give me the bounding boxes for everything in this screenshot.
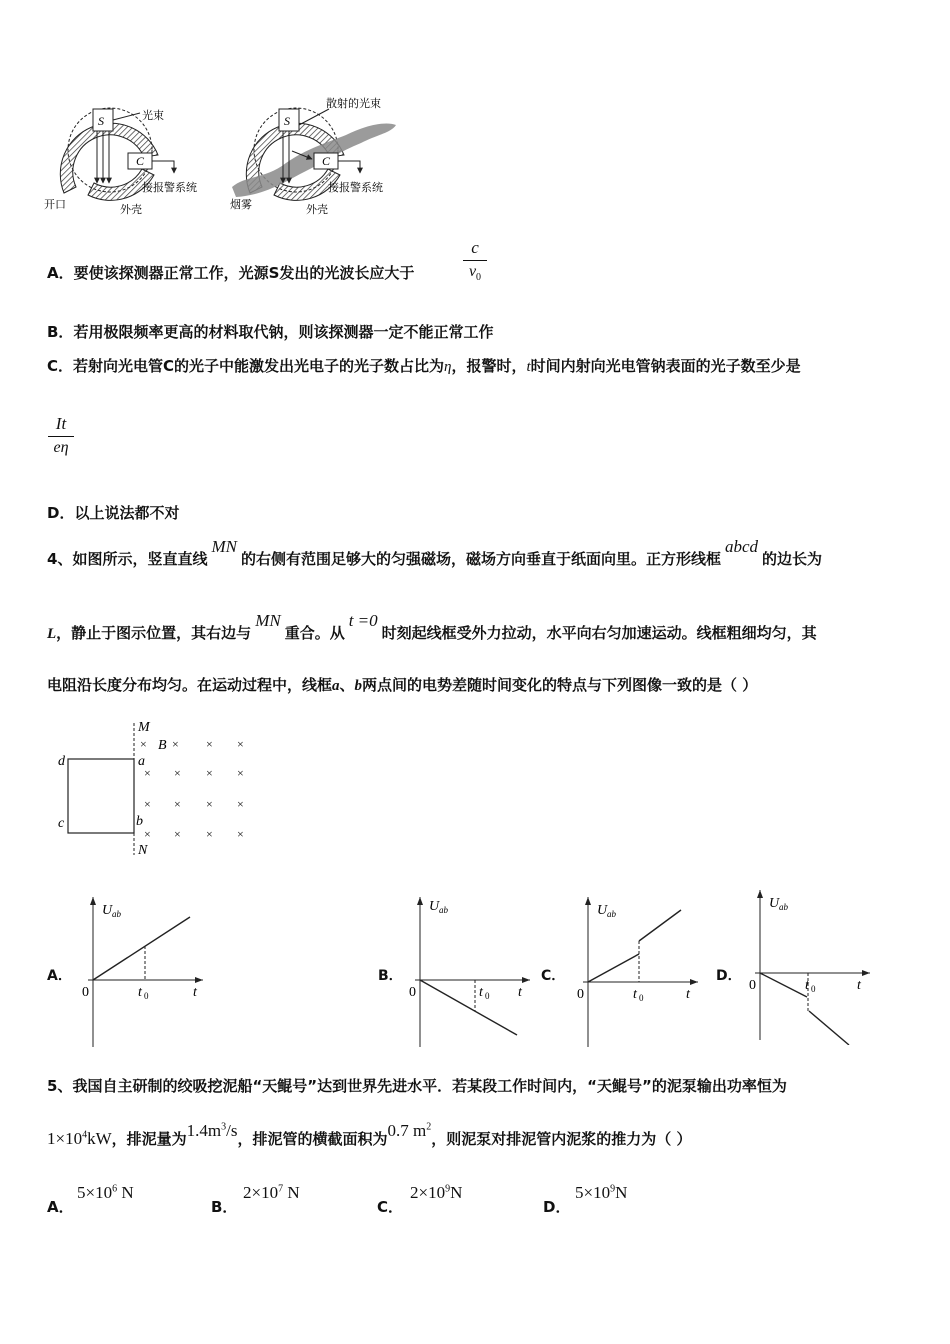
- q4-text-1b: 的右侧有范围足够大的匀强磁场，磁场方向垂直于纸面向里。正方形线框: [240, 550, 721, 568]
- q3-option-a: [47, 262, 414, 283]
- q5-area: 0.7 $m^2$: [387, 1121, 432, 1140]
- svg-text:U: U: [597, 903, 608, 918]
- q4-text-1a: 如图所示，竖直直线: [72, 550, 208, 568]
- right-beam-label: 散射的光束: [326, 98, 381, 110]
- q5-power: $1\times 10^4kW$: [47, 1129, 112, 1148]
- q5-option-a: A．: [47, 1198, 74, 1216]
- graph-c: [573, 892, 713, 1052]
- svg-text:t: t: [138, 985, 142, 1000]
- fraction-denominator: eη: [53, 439, 69, 456]
- graph-c-label: C．: [541, 968, 566, 984]
- q4-b: b: [354, 678, 363, 694]
- field-cross: ×: [172, 737, 179, 751]
- graph-d-line-1: [760, 973, 807, 997]
- right-S-label: S: [284, 114, 290, 128]
- field-cross: ×: [174, 766, 181, 780]
- svg-text:0: 0: [577, 987, 584, 1002]
- q5-option-a-value: $5\times 10^6$ N: [77, 1183, 134, 1202]
- svg-text:ab: ab: [439, 905, 448, 915]
- smoke-detector-figure: [40, 95, 400, 220]
- left-C-label: C: [136, 154, 145, 168]
- right-alarm-label: 接报警系统: [328, 182, 383, 194]
- graph-d-line-2: [809, 1011, 849, 1045]
- field-cross: ×: [174, 797, 181, 811]
- svg-text:0: 0: [82, 985, 89, 1000]
- detector-left: [44, 108, 197, 216]
- q5-text-2c: ，则泥泵对排泥管内泥浆的推力为（ ）: [431, 1130, 692, 1148]
- fraction-denominator: v: [468, 263, 477, 280]
- graph-c-line-2: [639, 910, 681, 941]
- q5-line-2: [47, 1121, 692, 1149]
- field-cross: ×: [206, 766, 213, 780]
- left-S-label: S: [98, 114, 104, 128]
- q4-text-2b: 重合。从: [284, 624, 345, 642]
- graph-c-line-1: [588, 954, 639, 982]
- field-cross: ×: [144, 797, 151, 811]
- label-B: B: [158, 738, 167, 753]
- question-number: 4、: [47, 550, 73, 568]
- q5-line-1: [47, 1075, 787, 1096]
- q5-text-2b: ，排泥管的横截面积为: [237, 1130, 388, 1148]
- svg-text:U: U: [102, 903, 113, 918]
- q4-text-2c: 时刻起线框受外力拉动，水平向右匀加速运动。线框粗细均匀，其: [381, 624, 817, 642]
- q4-sep: 、: [339, 676, 355, 694]
- svg-text:t: t: [857, 978, 861, 993]
- option-c-eta: η: [444, 359, 452, 375]
- right-shell-label: 外壳: [306, 204, 328, 216]
- svg-text:0: 0: [485, 991, 490, 1001]
- q5-option-d-value: $5\times 10^9N$: [575, 1183, 628, 1202]
- q5-text-1: 我国自主研制的绞吸挖泥船“天鲲号”达到世界先进水平．若某段工作时间内，“天鲲号”的泥泵输出功率恒为: [72, 1077, 787, 1095]
- q5-option-c: C．: [377, 1198, 404, 1216]
- left-shell-label: 外壳: [120, 204, 142, 216]
- left-alarm-label: 接报警系统: [142, 182, 197, 194]
- svg-text:U: U: [429, 899, 440, 914]
- label-c: c: [58, 816, 65, 831]
- label-b: b: [136, 814, 143, 829]
- fraction-denominator-sub: 0: [476, 272, 482, 284]
- square-loop: [68, 759, 134, 833]
- label-N: N: [138, 843, 148, 858]
- label-a: a: [138, 754, 145, 769]
- svg-text:0: 0: [409, 985, 416, 1000]
- q4-text-1c: 的边长为: [762, 550, 823, 568]
- field-cross: ×: [206, 797, 213, 811]
- label-d: d: [58, 754, 65, 769]
- q5-option-c-value: $2\times 10^9N$: [410, 1183, 463, 1202]
- q4-field-figure: [50, 715, 260, 860]
- q4-text-2a: ，静止于图示位置，其右边与: [56, 624, 252, 642]
- right-C-label: C: [322, 154, 331, 168]
- svg-text:ab: ab: [112, 909, 121, 919]
- option-c-text-3: 时间内射向光电管钠表面的光子数至少是: [530, 357, 801, 375]
- svg-text:t: t: [518, 985, 522, 1000]
- q3-option-d: [47, 502, 179, 523]
- option-b-text: 若用极限频率更高的材料取代钠，则该探测器一定不能正常工作: [73, 323, 494, 341]
- graph-d-label: D．: [716, 968, 742, 984]
- q4-a: a: [332, 678, 340, 694]
- graph-a-line: [93, 917, 190, 980]
- graph-b: [405, 892, 545, 1052]
- field-cross: ×: [237, 797, 244, 811]
- field-cross: ×: [140, 737, 147, 751]
- svg-text:ab: ab: [779, 902, 788, 912]
- svg-text:0: 0: [144, 991, 149, 1001]
- q5-flow: $1.4m^3/s$: [186, 1121, 238, 1140]
- option-d-label: D．: [47, 504, 75, 522]
- q5-option-d: D．: [543, 1198, 571, 1216]
- graph-a: [78, 892, 218, 1052]
- svg-text:U: U: [769, 896, 780, 911]
- q3-c-fraction: [48, 414, 74, 457]
- svg-text:0: 0: [749, 978, 756, 993]
- option-d-text: 以上说法都不对: [74, 504, 180, 522]
- q4-text-3a: 电阻沿长度分布均匀。在运动过程中，线框: [47, 676, 333, 694]
- question-number: 5、: [47, 1077, 73, 1095]
- svg-text:t: t: [805, 978, 809, 993]
- field-cross: ×: [237, 827, 244, 841]
- q4-text-3b: 两点间的电势差随时间变化的特点与下列图像一致的是（ ）: [362, 676, 758, 694]
- q4-line-3: [47, 674, 757, 695]
- option-c-text-2: ，报警时，: [451, 357, 527, 375]
- q4-L: L: [47, 626, 57, 642]
- q4-line-1: [47, 537, 823, 569]
- graph-a-label: A．: [47, 968, 72, 984]
- graph-b-label: B．: [378, 968, 403, 984]
- field-cross: ×: [206, 827, 213, 841]
- field-cross: ×: [144, 827, 151, 841]
- field-cross: ×: [144, 766, 151, 780]
- svg-text:t: t: [633, 987, 637, 1002]
- svg-text:t: t: [479, 985, 483, 1000]
- option-a-label: A．: [47, 264, 74, 282]
- label-M: M: [138, 720, 150, 735]
- field-cross: ×: [237, 737, 244, 751]
- svg-text:t: t: [193, 985, 197, 1000]
- option-b-label: B．: [47, 323, 74, 341]
- field-cross: ×: [174, 827, 181, 841]
- q4-t-eq-0: t =0: [348, 611, 378, 630]
- detector-right: [230, 96, 396, 216]
- q3-a-fraction: [463, 238, 487, 283]
- option-c-text-1: 若射向光电管C的光子中能激发出光电子的光子数占比为: [73, 357, 445, 375]
- svg-text:0: 0: [811, 984, 816, 994]
- svg-text:ab: ab: [607, 909, 616, 919]
- graph-d: [745, 885, 885, 1045]
- q5-option-b: B．: [211, 1198, 238, 1216]
- q3-option-c: [47, 355, 801, 376]
- q4-line-2: [47, 611, 817, 643]
- svg-text:0: 0: [639, 993, 644, 1003]
- q5-text-2a: ，排泥量为: [111, 1130, 187, 1148]
- left-opening-label: 开口: [44, 199, 66, 211]
- field-cross: ×: [206, 737, 213, 751]
- graph-b-line: [420, 980, 517, 1035]
- svg-text:t: t: [686, 987, 690, 1002]
- q4-abcd: abcd: [724, 537, 759, 556]
- fraction-numerator: It: [55, 414, 67, 433]
- q3-option-b: [47, 321, 493, 342]
- right-smoke-label: 烟雾: [230, 199, 252, 211]
- option-c-label: C．: [47, 357, 74, 375]
- option-a-text: 要使该探测器正常工作，光源S发出的光波长应大于: [73, 264, 415, 282]
- field-cross: ×: [237, 766, 244, 780]
- q4-MN: MN: [211, 537, 237, 556]
- q5-option-b-value: $2\times 10^7$ N: [243, 1183, 300, 1202]
- q4-MN-2: MN: [255, 611, 281, 630]
- left-beam-label: 光束: [142, 110, 164, 122]
- fraction-numerator: c: [471, 238, 479, 257]
- option-c-t: t: [526, 359, 531, 375]
